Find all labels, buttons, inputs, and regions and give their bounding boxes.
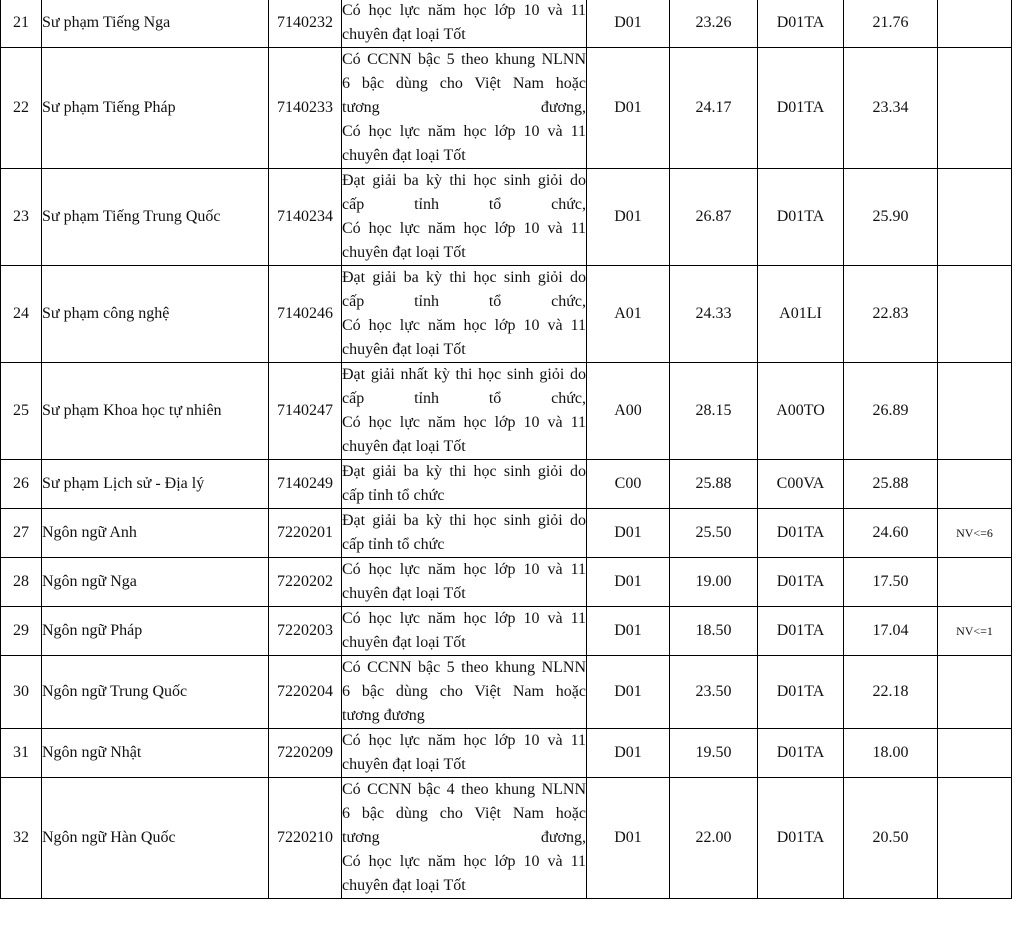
subject-combination-code: D01TA [758, 558, 844, 607]
note: NV<=1 [938, 607, 1012, 656]
subject-combination-code: D01TA [758, 656, 844, 729]
major-name: Sư phạm công nghệ [42, 266, 269, 363]
subject-group: A01 [587, 266, 670, 363]
condition-line: Có học lực năm học lớp 10 và 11 [342, 123, 586, 140]
major-name: Sư phạm Tiếng Pháp [42, 48, 269, 169]
row-number: 25 [1, 363, 42, 460]
admission-condition [342, 266, 587, 363]
admission-condition [342, 48, 587, 169]
subject-combination-code: D01TA [758, 169, 844, 266]
major-code: 7140233 [269, 48, 342, 169]
condition-line: chuyên đạt loại Tốt [342, 877, 466, 894]
row-number: 23 [1, 169, 42, 266]
row-number: 32 [1, 778, 42, 899]
condition-line: chuyên đạt loại Tốt [342, 438, 466, 455]
admission-condition [342, 0, 587, 48]
row-number: 31 [1, 729, 42, 778]
row-number: 21 [1, 0, 42, 48]
subject-group: D01 [587, 656, 670, 729]
condition-line: tương đương, [342, 829, 586, 846]
major-name: Sư phạm Tiếng Trung Quốc [42, 169, 269, 266]
condition-line: cấp tỉnh tổ chức [342, 536, 445, 553]
note [938, 460, 1012, 509]
major-name: Sư phạm Khoa học tự nhiên [42, 363, 269, 460]
condition-line: Có học lực năm học lớp 10 và 11 [342, 610, 586, 627]
score-threshold: 22.83 [844, 266, 938, 363]
subject-group: D01 [587, 48, 670, 169]
condition-line: Có CCNN bậc 5 theo khung NLNN [342, 659, 586, 676]
major-code: 7140247 [269, 363, 342, 460]
score-threshold: 25.90 [844, 169, 938, 266]
table-row [1, 363, 1012, 460]
condition-line: Đạt giải ba kỳ thi học sinh giỏi do [342, 512, 586, 529]
admission-condition [342, 729, 587, 778]
table-row [1, 266, 1012, 363]
table-body [1, 0, 1012, 899]
subject-group: C00 [587, 460, 670, 509]
major-code: 7140249 [269, 460, 342, 509]
table-row [1, 607, 1012, 656]
score-cutoff: 22.00 [670, 778, 758, 899]
condition-line: Có học lực năm học lớp 10 và 11 [342, 317, 586, 334]
score-cutoff: 25.88 [670, 460, 758, 509]
note [938, 266, 1012, 363]
note: NV<=6 [938, 509, 1012, 558]
condition-line: Có CCNN bậc 4 theo khung NLNN [342, 781, 586, 798]
major-code: 7220201 [269, 509, 342, 558]
subject-combination-code: A01LI [758, 266, 844, 363]
subject-combination-code: D01TA [758, 48, 844, 169]
condition-line: cấp tỉnh tổ chức [342, 487, 445, 504]
condition-line: chuyên đạt loại Tốt [342, 147, 466, 164]
subject-combination-code: D01TA [758, 729, 844, 778]
condition-line: Có học lực năm học lớp 10 và 11 [342, 2, 586, 19]
score-cutoff: 24.33 [670, 266, 758, 363]
table-row [1, 558, 1012, 607]
subject-group: D01 [587, 0, 670, 48]
condition-line: Có học lực năm học lớp 10 và 11 [342, 732, 586, 749]
major-name: Ngôn ngữ Anh [42, 509, 269, 558]
score-cutoff: 26.87 [670, 169, 758, 266]
major-code: 7220210 [269, 778, 342, 899]
score-cutoff: 28.15 [670, 363, 758, 460]
admission-condition [342, 169, 587, 266]
condition-line: chuyên đạt loại Tốt [342, 756, 466, 773]
admission-condition [342, 509, 587, 558]
condition-line: tương đương [342, 707, 425, 724]
note [938, 558, 1012, 607]
condition-line: 6 bậc dùng cho Việt Nam hoặc [342, 683, 586, 700]
major-code: 7220209 [269, 729, 342, 778]
score-threshold: 24.60 [844, 509, 938, 558]
row-number: 30 [1, 656, 42, 729]
condition-line: 6 bậc dùng cho Việt Nam hoặc [342, 75, 586, 92]
admission-condition [342, 363, 587, 460]
score-threshold: 18.00 [844, 729, 938, 778]
table-row [1, 169, 1012, 266]
condition-line: chuyên đạt loại Tốt [342, 26, 466, 43]
condition-line: Đạt giải nhất kỳ thi học sinh giỏi do [342, 366, 586, 383]
condition-line: Có học lực năm học lớp 10 và 11 [342, 853, 586, 870]
note [938, 169, 1012, 266]
score-cutoff: 23.26 [670, 0, 758, 48]
subject-group: D01 [587, 607, 670, 656]
note [938, 729, 1012, 778]
note [938, 0, 1012, 48]
major-name: Ngôn ngữ Nga [42, 558, 269, 607]
major-name: Ngôn ngữ Trung Quốc [42, 656, 269, 729]
score-cutoff: 18.50 [670, 607, 758, 656]
row-number: 22 [1, 48, 42, 169]
row-number: 24 [1, 266, 42, 363]
admission-condition [342, 778, 587, 899]
condition-line: Đạt giải ba kỳ thi học sinh giỏi do [342, 463, 586, 480]
score-threshold: 23.34 [844, 48, 938, 169]
score-threshold: 17.50 [844, 558, 938, 607]
subject-combination-code: D01TA [758, 509, 844, 558]
condition-line: chuyên đạt loại Tốt [342, 634, 466, 651]
score-threshold: 22.18 [844, 656, 938, 729]
admission-condition [342, 656, 587, 729]
score-cutoff: 23.50 [670, 656, 758, 729]
subject-group: D01 [587, 729, 670, 778]
subject-combination-code: D01TA [758, 607, 844, 656]
table-row [1, 729, 1012, 778]
major-code: 7220202 [269, 558, 342, 607]
condition-line: tương đương, [342, 99, 586, 116]
subject-combination-code: D01TA [758, 0, 844, 48]
row-number: 27 [1, 509, 42, 558]
condition-line: Đạt giải ba kỳ thi học sinh giỏi do [342, 172, 586, 189]
condition-line: Có học lực năm học lớp 10 và 11 [342, 220, 586, 237]
major-code: 7220204 [269, 656, 342, 729]
condition-line: 6 bậc dùng cho Việt Nam hoặc [342, 805, 586, 822]
major-code: 7140232 [269, 0, 342, 48]
major-name: Sư phạm Tiếng Nga [42, 0, 269, 48]
score-threshold: 21.76 [844, 0, 938, 48]
score-cutoff: 24.17 [670, 48, 758, 169]
table-row [1, 778, 1012, 899]
subject-group: D01 [587, 778, 670, 899]
score-threshold: 20.50 [844, 778, 938, 899]
note [938, 48, 1012, 169]
score-threshold: 26.89 [844, 363, 938, 460]
major-name: Ngôn ngữ Nhật [42, 729, 269, 778]
condition-line: cấp tỉnh tổ chức, [342, 293, 586, 310]
score-cutoff: 19.00 [670, 558, 758, 607]
subject-combination-code: D01TA [758, 778, 844, 899]
table-row [1, 460, 1012, 509]
admission-condition [342, 607, 587, 656]
score-cutoff: 19.50 [670, 729, 758, 778]
note [938, 363, 1012, 460]
condition-line: cấp tỉnh tổ chức, [342, 196, 586, 213]
subject-combination-code: A00TO [758, 363, 844, 460]
condition-line: chuyên đạt loại Tốt [342, 341, 466, 358]
condition-line: Đạt giải ba kỳ thi học sinh giỏi do [342, 269, 586, 286]
major-code: 7220203 [269, 607, 342, 656]
condition-line: Có học lực năm học lớp 10 và 11 [342, 561, 586, 578]
table-row [1, 48, 1012, 169]
score-threshold: 17.04 [844, 607, 938, 656]
condition-line: cấp tỉnh tổ chức, [342, 390, 586, 407]
subject-group: D01 [587, 169, 670, 266]
table-row [1, 0, 1012, 48]
admission-condition [342, 558, 587, 607]
major-name: Ngôn ngữ Pháp [42, 607, 269, 656]
subject-group: A00 [587, 363, 670, 460]
subject-group: D01 [587, 509, 670, 558]
condition-line: chuyên đạt loại Tốt [342, 244, 466, 261]
condition-line: Có CCNN bậc 5 theo khung NLNN [342, 51, 586, 68]
row-number: 29 [1, 607, 42, 656]
condition-line: chuyên đạt loại Tốt [342, 585, 466, 602]
subject-combination-code: C00VA [758, 460, 844, 509]
admission-condition [342, 460, 587, 509]
subject-group: D01 [587, 558, 670, 607]
major-code: 7140234 [269, 169, 342, 266]
major-name: Ngôn ngữ Hàn Quốc [42, 778, 269, 899]
note [938, 656, 1012, 729]
table-row [1, 656, 1012, 729]
major-name: Sư phạm Lịch sử - Địa lý [42, 460, 269, 509]
row-number: 28 [1, 558, 42, 607]
condition-line: Có học lực năm học lớp 10 và 11 [342, 414, 586, 431]
row-number: 26 [1, 460, 42, 509]
table-row [1, 509, 1012, 558]
score-cutoff: 25.50 [670, 509, 758, 558]
note [938, 778, 1012, 899]
score-threshold: 25.88 [844, 460, 938, 509]
major-code: 7140246 [269, 266, 342, 363]
